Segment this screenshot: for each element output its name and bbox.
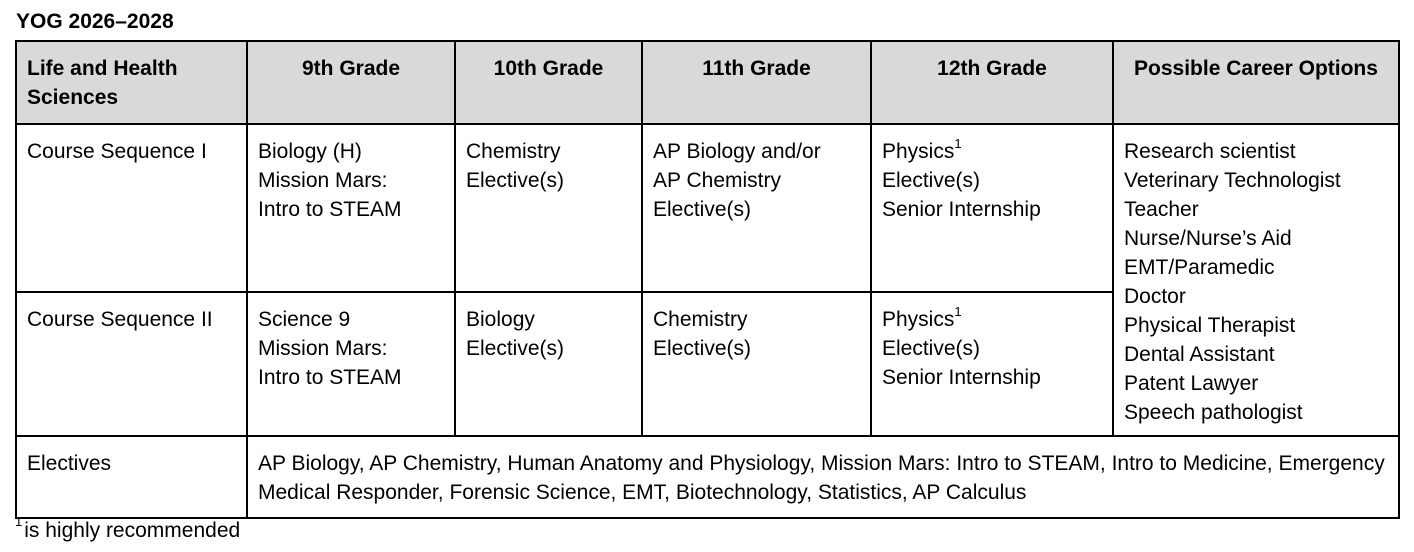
sequence-2-9th: Science 9 Mission Mars: Intro to STEAM xyxy=(247,292,455,436)
electives-label: Electives xyxy=(16,436,247,518)
sequence-1-label: Course Sequence I xyxy=(16,124,247,292)
career-options-list xyxy=(1113,124,1399,436)
sequence-1-9th: Biology (H) Mission Mars: Intro to STEAM xyxy=(247,124,455,292)
sequence-1-11th: AP Biology and/or AP Chemistry Elective(s) xyxy=(642,124,871,292)
list-item: Nurse/Nurse’s Aid xyxy=(1124,227,1292,250)
table-row-electives xyxy=(16,436,1399,518)
list-item: Research scientist xyxy=(1124,140,1296,163)
sequence-2-10th: Biology Elective(s) xyxy=(455,292,642,436)
footnote-marker: 1 xyxy=(954,136,962,151)
header-9th-grade: 9th Grade xyxy=(247,41,455,124)
footnote-marker: 1 xyxy=(954,304,962,319)
list-item: Veterinary Technologist xyxy=(1124,169,1341,192)
header-career-options: Possible Career Options xyxy=(1113,41,1399,124)
list-item: Physical Therapist xyxy=(1124,314,1296,337)
list-item: Speech pathologist xyxy=(1124,401,1303,424)
list-item: Patent Lawyer xyxy=(1124,372,1259,395)
header-11th-grade: 11th Grade xyxy=(642,41,871,124)
sequence-2-label: Course Sequence II xyxy=(16,292,247,436)
list-item: Teacher xyxy=(1124,198,1199,221)
header-10th-grade: 10th Grade xyxy=(455,41,642,124)
course-sequence-table xyxy=(15,40,1400,519)
list-item: Dental Assistant xyxy=(1124,343,1275,366)
list-item: EMT/Paramedic xyxy=(1124,256,1275,279)
header-row xyxy=(16,41,1399,124)
list-item: Doctor xyxy=(1124,285,1186,308)
page-title: YOG 2026–2028 xyxy=(16,10,174,33)
sequence-2-12th: Physics$^1$ Elective(s) Senior Internship xyxy=(871,292,1113,436)
header-pathway: Life and Health Sciences xyxy=(16,41,247,124)
footnote-text: is highly recommended xyxy=(24,519,241,542)
sequence-1-12th: Physics$^1$ Elective(s) Senior Internship xyxy=(871,124,1113,292)
footnote-marker: 1 xyxy=(15,514,23,529)
sequence-1-10th: Chemistry Elective(s) xyxy=(455,124,642,292)
footnote xyxy=(15,514,241,544)
sequence-2-11th: Chemistry Elective(s) xyxy=(642,292,871,436)
header-12th-grade: 12th Grade xyxy=(871,41,1113,124)
electives-list: AP Biology, AP Chemistry, Human Anatomy and Physiology, Mission Mars: Intro to STEAM, Intro to Medicine, Emergency Medical Responder, Forensic Science, EMT, Biotechnology, Statistics, AP Calculus xyxy=(247,436,1399,518)
table-row-sequence-1 xyxy=(16,124,1399,292)
